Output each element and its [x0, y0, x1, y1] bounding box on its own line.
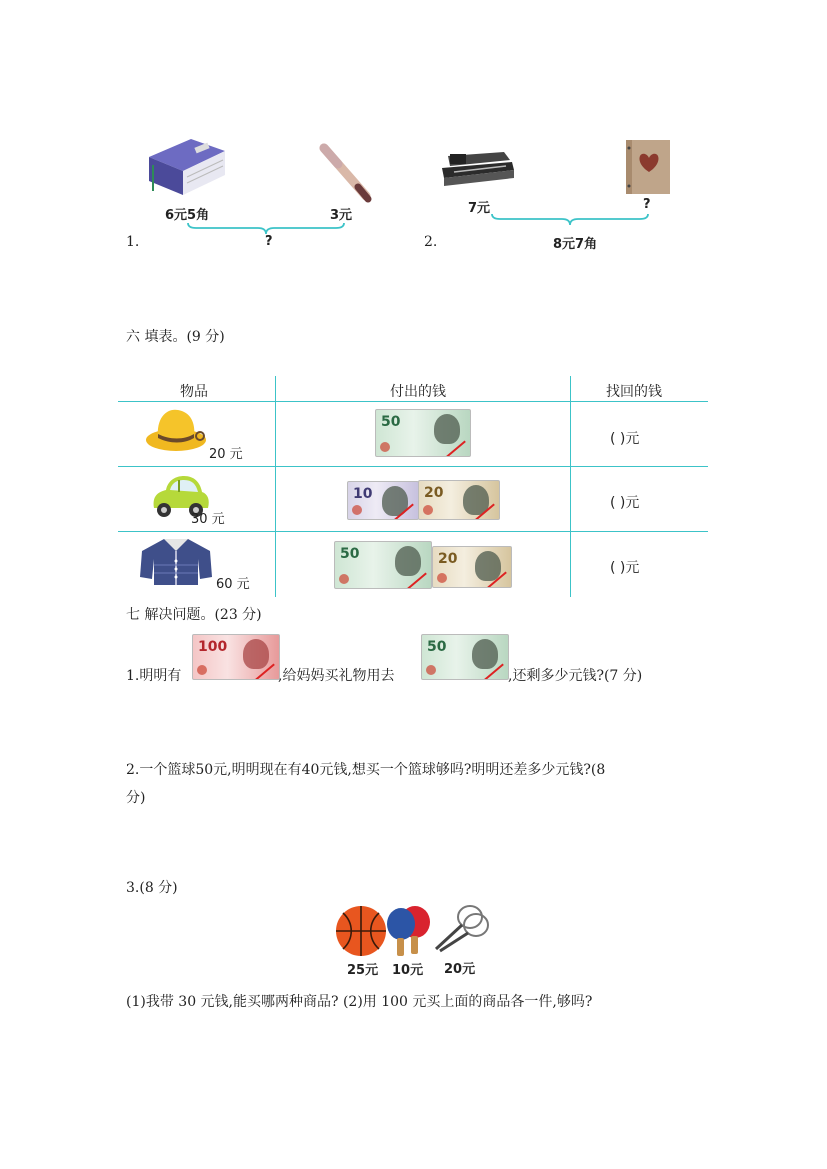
- row3-price: 60 元: [216, 577, 250, 592]
- problem2-right-price: ?: [643, 197, 651, 212]
- row3-answer: ( )元: [610, 560, 640, 576]
- ping-pong-paddle-icon: [385, 904, 433, 958]
- q1-middle: ,给妈妈买礼物用去: [278, 668, 395, 684]
- table-header-item: 物品: [180, 384, 208, 400]
- q3-price-racket: 20元: [444, 962, 476, 977]
- table-header-change: 找回的钱: [606, 384, 662, 400]
- section6-title: 六 填表。(9 分): [126, 329, 225, 345]
- table-rule-row1: [118, 466, 708, 467]
- row3-banknote-50: 50: [334, 541, 432, 589]
- hat-icon: [144, 406, 210, 454]
- problem2-total: 8元7角: [553, 237, 598, 252]
- book-icon: [145, 135, 227, 197]
- q1-banknote-50: 50: [421, 634, 509, 680]
- badminton-racket-icon: [430, 903, 490, 955]
- sweater-icon: [138, 537, 214, 587]
- row1-price: 20 元: [209, 447, 243, 462]
- q3-label: 3.(8 分): [126, 880, 178, 896]
- table-col-divider-2: [570, 376, 571, 597]
- q1-banknote-100: 100: [192, 634, 280, 680]
- table-header-paid: 付出的钱: [390, 384, 446, 400]
- stapler-icon: [440, 148, 516, 190]
- problem1-number: 1.: [126, 234, 140, 250]
- q1-suffix: ,还剩多少元钱?(7 分): [508, 668, 643, 684]
- row2-banknote-20: 20: [418, 480, 500, 520]
- problem1-total: ?: [265, 234, 273, 249]
- problem1-right-price: 3元: [330, 208, 353, 223]
- row1-answer: ( )元: [610, 431, 640, 447]
- q3-price-paddle: 10元: [392, 963, 424, 978]
- row2-banknote-10: 10: [347, 481, 419, 520]
- problem2-left-price: 7元: [468, 201, 491, 216]
- basketball-icon: [334, 905, 388, 957]
- row2-answer: ( )元: [610, 495, 640, 511]
- table-rule-row2: [118, 531, 708, 532]
- problem1-left-price: 6元5角: [165, 208, 210, 223]
- problem1-brace: [186, 221, 346, 235]
- table-rule-header: [118, 401, 708, 402]
- row2-price: 30 元: [191, 512, 225, 527]
- q2-line1: 2.一个篮球50元,明明现在有40元钱,想买一个篮球够吗?明明还差多少元钱?(8: [126, 762, 606, 778]
- q1-prefix: 1.明明有: [126, 668, 182, 684]
- notebook-icon: [622, 138, 672, 196]
- q3-price-basketball: 25元: [347, 963, 379, 978]
- row3-banknote-20: 20: [432, 546, 512, 588]
- problem2-brace: [490, 212, 650, 226]
- q2-line2: 分): [126, 790, 146, 806]
- section7-title: 七 解决问题。(23 分): [126, 607, 262, 623]
- pen-icon: [318, 142, 374, 204]
- problem2-number: 2.: [424, 234, 438, 250]
- table-col-divider-1: [275, 376, 276, 597]
- row1-banknote-50: 50: [375, 409, 471, 457]
- q3-questions: (1)我带 30 元钱,能买哪两种商品? (2)用 100 元买上面的商品各一件,够吗?: [126, 994, 593, 1010]
